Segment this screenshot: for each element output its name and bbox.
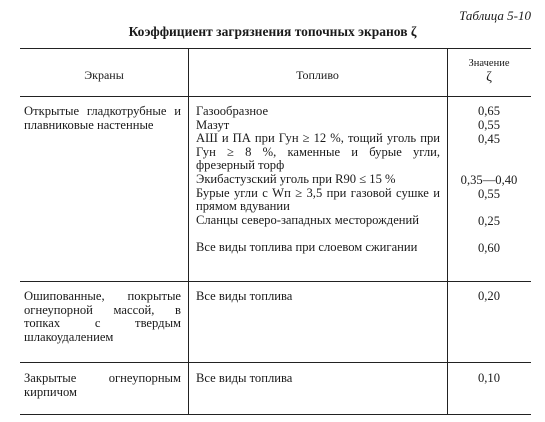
row1-fuel-list — [196, 105, 440, 268]
value-cell: 0,55 — [477, 118, 501, 132]
column-divider-1 — [188, 48, 189, 414]
fuel-item: Экибастузский уголь при R90 ≤ 15 % — [196, 171, 396, 186]
value-cell: 0,55 — [477, 187, 501, 201]
row2-fuel: Все виды топлива — [196, 289, 293, 303]
header-value-symbol: ζ — [486, 70, 492, 85]
fuel-item: Мазут — [196, 117, 230, 132]
row2-bottom-rule — [20, 362, 531, 363]
fuel-item: Все виды топлива при слоевом сжигании — [196, 239, 418, 254]
fuel-item: Газообразное — [196, 104, 269, 118]
value-cell: 0,60 — [477, 241, 501, 255]
table-top-rule — [20, 48, 531, 49]
row3-fuel: Все виды топлива — [196, 371, 293, 385]
row1-bottom-rule — [20, 281, 531, 282]
header-bottom-rule — [20, 96, 531, 97]
value-cell: 0,20 — [477, 289, 501, 303]
column-divider-2 — [447, 48, 448, 414]
value-cell: 0,35—0,40 — [460, 173, 518, 187]
fuel-item: АШ и ПА при Гун ≥ 12 %, тощий уголь при Гун ≥ 8 %, каменные и бурые угли, фрезерный торф — [196, 131, 440, 173]
row2-screen: Ошипованные, покрытые огнеупорной массой, в топках с твердым шлакоудалением — [24, 289, 181, 344]
row1-screen: Открытые гладкотрубные и плавниковые настенные — [24, 104, 181, 132]
value-cell: 0,25 — [477, 214, 501, 228]
row3-screen: Закрытые огнеупорным кирпичом — [24, 371, 181, 399]
value-cell: 0,65 — [477, 104, 501, 118]
fuel-item: Сланцы северо-западных месторождений — [196, 212, 420, 227]
fuel-item: Бурые угли с Wп ≥ 3,5 при газовой сушке и прямом вдувании — [196, 185, 440, 214]
value-cell: 0,10 — [477, 371, 501, 385]
header-fuel: Топливо — [296, 68, 339, 82]
table-title: Коэффициент загрязнения топочных экранов ζ — [128, 24, 417, 39]
table-number: Таблица 5-10 — [459, 8, 531, 23]
header-screens: Экраны — [84, 68, 124, 82]
value-cell: 0,45 — [477, 132, 501, 146]
table-bottom-rule — [20, 414, 531, 415]
header-value: Значение — [468, 58, 510, 69]
